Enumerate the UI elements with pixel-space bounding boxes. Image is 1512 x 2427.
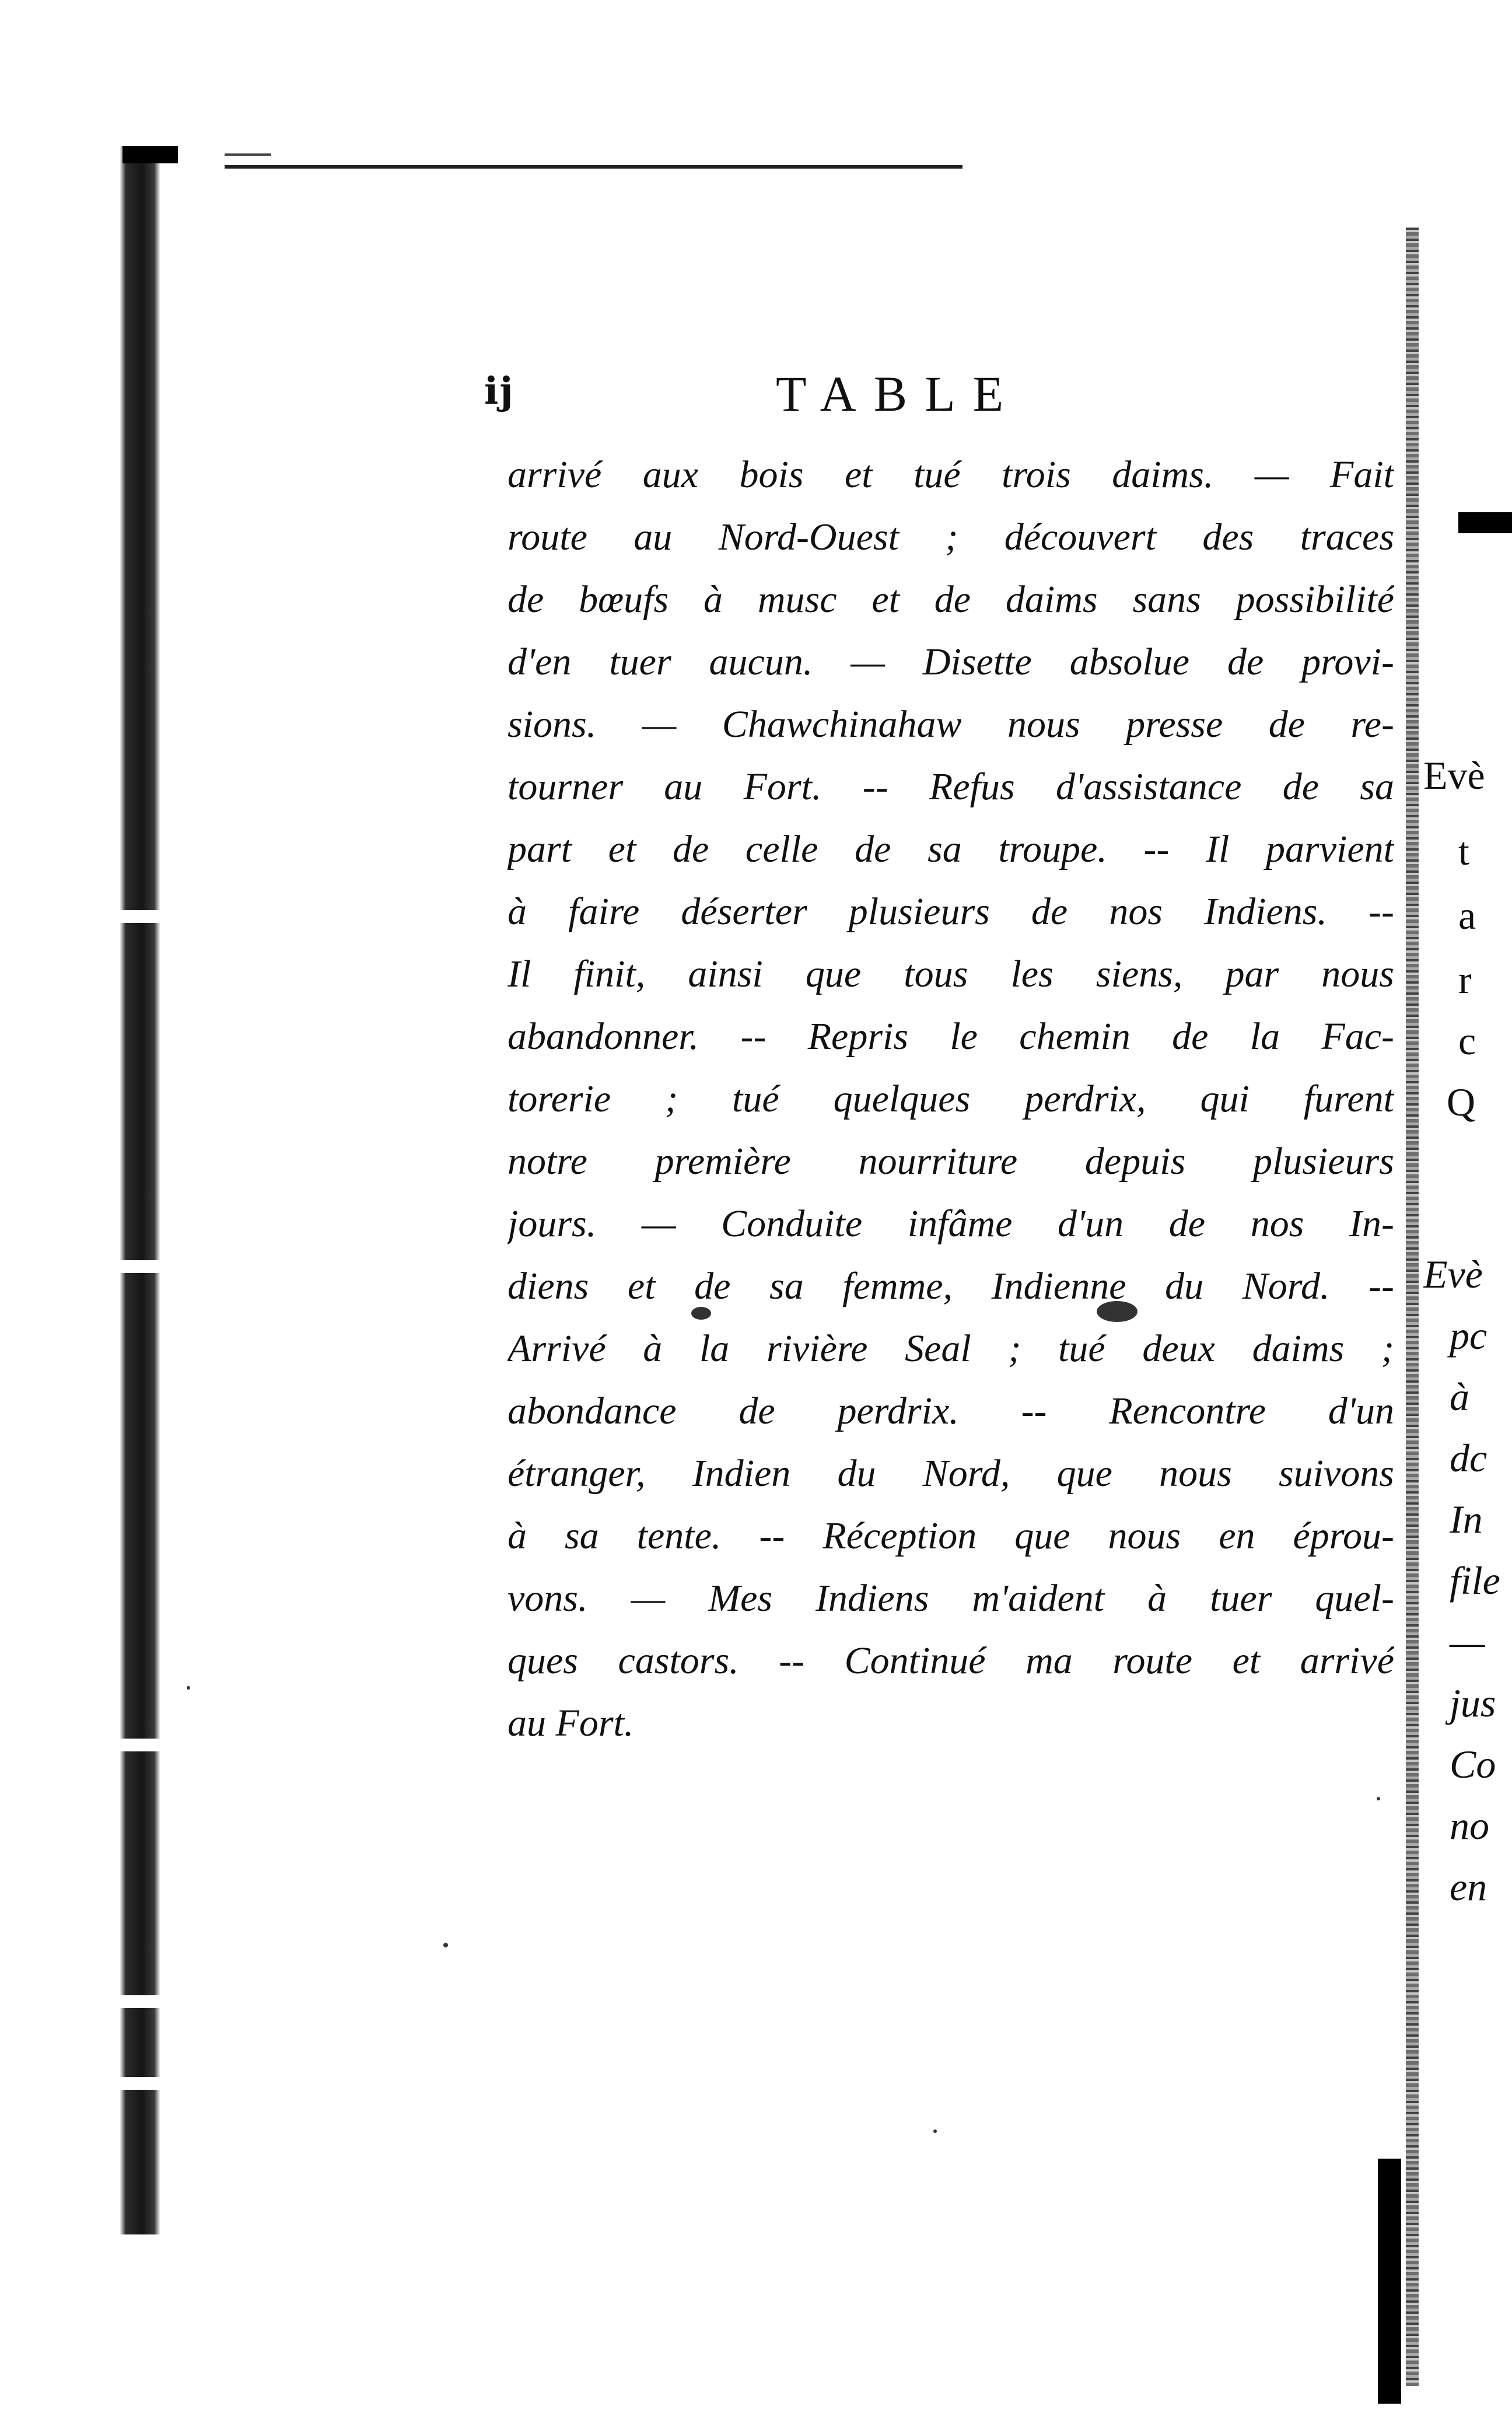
adjacent-page-text: Evè xyxy=(1423,753,1485,798)
next-page-rule xyxy=(1458,512,1512,533)
text-line: vons. — Mes Indiens m'aident à tuer quel- xyxy=(508,1577,1394,1620)
text-line: Il finit, ainsi que tous les siens, par nous xyxy=(508,953,1394,995)
adjacent-page-text: no xyxy=(1450,1803,1489,1848)
adjacent-page-text: jus xyxy=(1450,1681,1496,1725)
adjacent-page-text: Evè xyxy=(1423,1252,1483,1296)
scan-gutter xyxy=(1406,228,1419,2386)
text-line: jours. — Conduite infâme d'un de nos In- xyxy=(508,1202,1394,1245)
adjacent-page-text: à xyxy=(1450,1375,1469,1419)
adjacent-page-text: — xyxy=(1450,1620,1485,1664)
text-line: au Fort. xyxy=(508,1702,634,1744)
running-head xyxy=(484,365,1126,429)
scan-top-rule-short xyxy=(225,153,271,156)
text-line: à faire déserter plusieurs de nos Indiens. -- xyxy=(508,890,1394,933)
text-line: tourner au Fort. -- Refus d'assistance de sa xyxy=(508,765,1394,808)
text-line: à sa tente. -- Réception que nous en éprou- xyxy=(508,1515,1394,1557)
scan-edge-gap xyxy=(114,2077,166,2090)
adjacent-page-text: r xyxy=(1458,957,1472,1002)
text-line: d'en tuer aucun. — Disette absolue de provi- xyxy=(508,641,1394,683)
adjacent-page-text: Q xyxy=(1447,1080,1476,1124)
adjacent-page-text: pc xyxy=(1450,1313,1488,1358)
text-line: abondance de perdrix. -- Rencontre d'un xyxy=(508,1390,1394,1432)
text-line: de bœufs à musc et de daims sans possibilité xyxy=(508,578,1394,621)
adjacent-page-fragment xyxy=(1423,753,1512,1978)
adjacent-page-text: file xyxy=(1450,1558,1500,1603)
text-line: étranger, Indien du Nord, que nous suivons xyxy=(508,1452,1394,1495)
adjacent-page-text: dc xyxy=(1450,1436,1488,1480)
adjacent-page-text: Co xyxy=(1450,1742,1496,1786)
scan-edge-gap xyxy=(114,1995,166,2008)
scan-edge-gap xyxy=(114,910,166,923)
scan-edge-gap xyxy=(114,1260,166,1273)
ink-speck xyxy=(443,1943,448,1947)
scan-binding-edge xyxy=(120,146,160,2234)
adjacent-page-text: en xyxy=(1450,1865,1488,1909)
text-line: notre première nourriture depuis plusieurs xyxy=(508,1140,1394,1183)
page-folio: ij xyxy=(484,369,514,413)
text-line: part et de celle de sa troupe. -- Il parvient xyxy=(508,828,1394,870)
scan-gutter-bar xyxy=(1378,2159,1401,2404)
ink-speck xyxy=(933,2129,937,2133)
text-line: sions. — Chawchinahaw nous presse de re- xyxy=(508,703,1394,746)
scan-top-rule xyxy=(225,165,963,169)
text-line: abandonner. -- Repris le chemin de la Fac- xyxy=(508,1015,1394,1058)
page-title: TABLE xyxy=(776,366,1021,422)
text-line: diens et de sa femme, Indienne du Nord. -- xyxy=(508,1265,1394,1307)
text-line: route au Nord-Ouest ; découvert des traces xyxy=(508,516,1394,558)
scan-edge-gap xyxy=(114,1739,166,1751)
scan-binding-edge-top xyxy=(123,146,178,163)
adjacent-page-text: In xyxy=(1450,1497,1483,1541)
adjacent-page-text: a xyxy=(1458,893,1476,938)
text-line: Arrivé à la rivière Seal ; tué deux daims ; xyxy=(508,1327,1394,1370)
text-line: arrivé aux bois et tué trois daims. — Fait xyxy=(508,453,1394,496)
text-line: ques castors. -- Continué ma route et arrivé xyxy=(508,1639,1394,1682)
adjacent-page-text: t xyxy=(1458,829,1469,873)
ink-speck xyxy=(1377,1797,1380,1800)
table-entry-text xyxy=(508,443,1394,1754)
ink-speck xyxy=(187,1686,190,1690)
adjacent-page-text: c xyxy=(1458,1019,1476,1063)
text-line: torerie ; tué quelques perdrix, qui furent xyxy=(508,1078,1394,1120)
